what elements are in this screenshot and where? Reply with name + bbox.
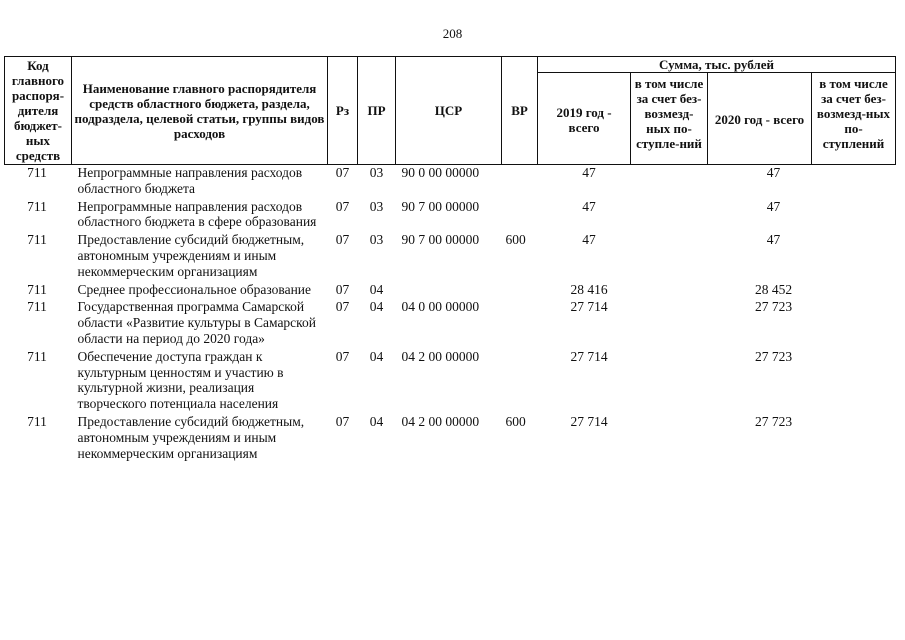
cell-name: Непрограммные направления расходов областного бюджета в сфере образования (77, 198, 317, 230)
cell-y2019: 27 714 (570, 299, 608, 315)
page-number: 208 (442, 26, 463, 41)
cell-code: 711 (27, 198, 47, 214)
cell-name: Предоставление субсидий бюджетным, автономным учреждениям и иным некоммерческим организациям (77, 232, 305, 279)
cell-code: 711 (27, 348, 47, 364)
cell-pr: 03 (369, 198, 384, 214)
cell-of2020 (812, 199, 896, 233)
cell-name: Среднее профессиональное образование (77, 281, 312, 297)
cell-y2020: 27 723 (754, 348, 793, 364)
cell-csr: 90 7 00 00000 (401, 232, 480, 248)
cell-y2019: 47 (582, 232, 596, 248)
cell-rz: 07 (335, 281, 350, 297)
cell-vr (502, 282, 538, 300)
cell-of2019 (631, 299, 708, 348)
cell-of2019 (631, 282, 708, 300)
cell-vr (502, 349, 538, 414)
cell-rz: 07 (335, 413, 350, 429)
cell-pr: 04 (369, 348, 384, 364)
cell-csr: 90 7 00 00000 (401, 198, 480, 214)
cell-code: 711 (27, 165, 47, 180)
cell-y2019: 47 (582, 198, 596, 214)
cell-rz: 07 (335, 348, 350, 364)
cell-of2019 (631, 414, 708, 463)
table-row (5, 165, 896, 199)
cell-y2020: 28 452 (754, 281, 793, 297)
table-row (5, 299, 896, 348)
table-row (5, 199, 896, 233)
cell-name: Государственная программа Самарской области «Развитие культуры в Самарской области на период до 2020 года» (77, 299, 317, 346)
cell-vr (502, 299, 538, 348)
table-row (5, 414, 896, 463)
cell-pr: 04 (369, 299, 384, 315)
cell-rz: 07 (335, 165, 350, 180)
cell-pr: 04 (369, 413, 384, 429)
table-row (5, 349, 896, 414)
header-rz: Рз (328, 57, 358, 165)
header-name: Наименование главного распорядителя средств областного бюджета, раздела, подраздела, целевой статьи, группы видов расходов (72, 57, 328, 165)
cell-y2020: 47 (766, 198, 781, 214)
cell-y2020: 47 (766, 165, 781, 180)
cell-of2019 (631, 232, 708, 281)
table-row (5, 282, 896, 300)
budget-table (4, 56, 896, 463)
cell-csr (396, 282, 502, 300)
cell-of2019 (631, 349, 708, 414)
cell-code: 711 (27, 281, 47, 297)
cell-of2020 (812, 165, 896, 199)
header-2020-total: 2020 год - всего (708, 73, 812, 165)
cell-pr: 04 (369, 281, 384, 297)
cell-vr (502, 199, 538, 233)
cell-y2019: 47 (582, 165, 596, 180)
cell-pr: 03 (369, 232, 384, 248)
header-pr: ПР (358, 57, 396, 165)
cell-csr: 04 2 00 00000 (401, 413, 480, 429)
cell-of2020 (812, 282, 896, 300)
cell-vr: 600 (505, 413, 526, 429)
cell-y2019: 28 416 (570, 281, 608, 297)
cell-csr: 04 0 00 00000 (401, 299, 480, 315)
header-vr: ВР (502, 57, 538, 165)
table-header (5, 57, 896, 165)
table-row (5, 232, 896, 281)
cell-csr: 90 0 00 00000 (401, 165, 480, 180)
cell-vr: 600 (505, 232, 526, 248)
cell-of2020 (812, 299, 896, 348)
cell-of2019 (631, 165, 708, 199)
header-2019-gratuitous: в том числе за счет без-возмезд-ных по-ступле-ний (631, 73, 708, 165)
table-body (5, 165, 896, 464)
cell-of2020 (812, 349, 896, 414)
cell-pr: 03 (369, 165, 384, 180)
header-code: Код главного распоря-дителя бюджет-ных средств (5, 57, 72, 165)
cell-y2020: 47 (766, 232, 781, 248)
cell-name: Предоставление субсидий бюджетным, автономным учреждениям и иным некоммерческим организациям (77, 413, 305, 461)
header-csr: ЦСР (396, 57, 502, 165)
cell-rz: 07 (335, 232, 350, 248)
cell-csr: 04 2 00 00000 (401, 348, 480, 364)
cell-y2020: 27 723 (754, 413, 793, 429)
header-2020-gratuitous: в том числе за счет без-возмезд-ных по-ступлений (812, 73, 896, 165)
cell-of2020 (812, 414, 896, 463)
cell-y2019: 27 714 (570, 348, 608, 364)
cell-code: 711 (27, 413, 47, 429)
cell-name: Непрограммные направления расходов областного бюджета (77, 165, 303, 196)
cell-vr (502, 165, 538, 199)
cell-of2020 (812, 232, 896, 281)
cell-code: 711 (27, 232, 47, 248)
cell-rz: 07 (335, 198, 350, 214)
cell-rz: 07 (335, 299, 350, 315)
cell-of2019 (631, 199, 708, 233)
cell-y2020: 27 723 (754, 299, 793, 315)
cell-y2019: 27 714 (570, 413, 608, 429)
header-sum: Сумма, тыс. рублей (538, 57, 896, 73)
header-2019-total: 2019 год - всего (538, 73, 631, 165)
cell-name: Обеспечение доступа граждан к культурным ценностям и участию в культурной жизни, реализация творческого потенциала населения (77, 348, 284, 412)
cell-code: 711 (27, 299, 47, 315)
